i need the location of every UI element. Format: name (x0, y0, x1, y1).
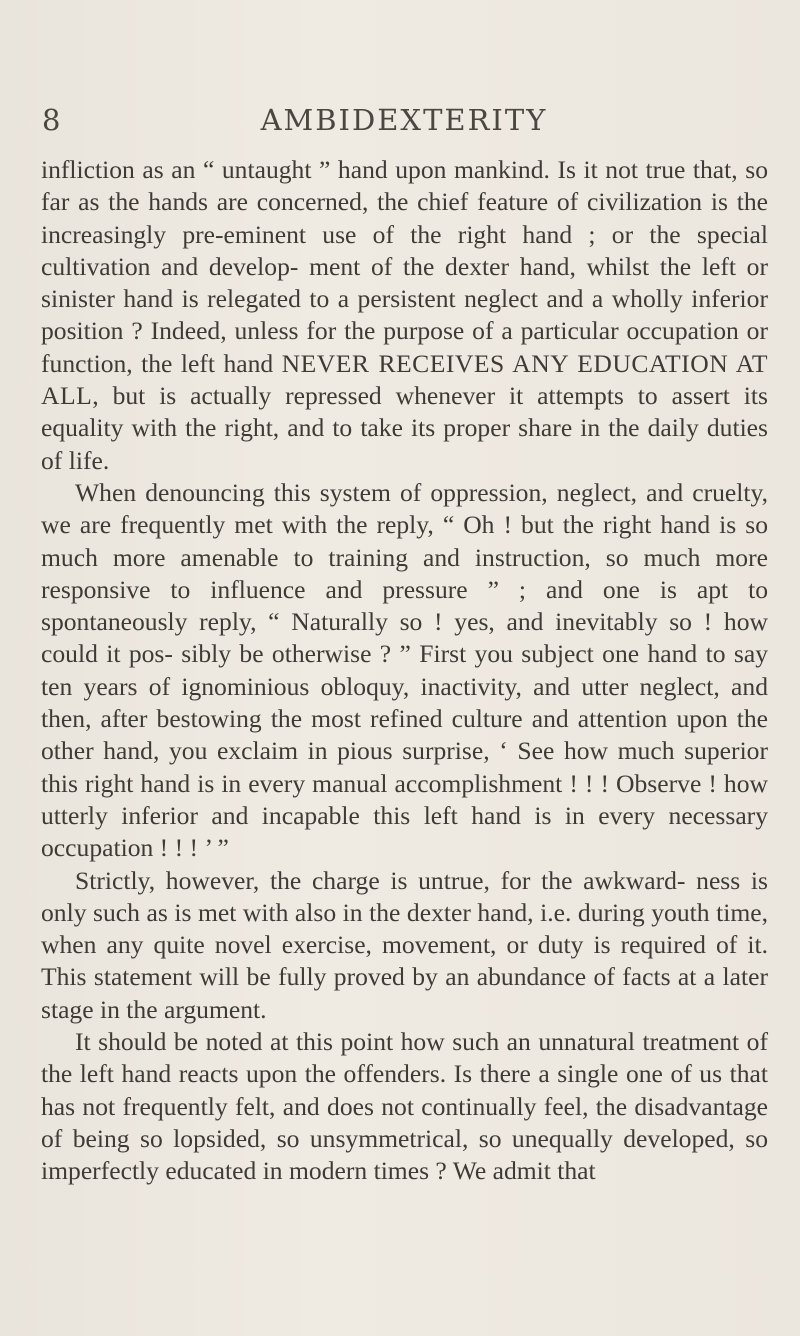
paragraph-text: infliction as an “ untaught ” hand upon mankind. Is it not true that, so far as the hands are concerned, the chief feature of civilization is the increasingly pre-eminent use of the right hand ; or the special cultivation and develop- ment of the dexter hand, whilst the left or sinister hand is relegated to a persistent neglect and a wholly inferior position ? Indeed, unless for the purpose of a particular occupation or function, the left hand (41, 155, 768, 378)
page-number: 8 (42, 103, 61, 137)
body-text (41, 154, 768, 1188)
paragraph: It should be noted at this point how such an unnatural treatment of the left hand reacts upon the offenders. Is there a single one of us that has not frequently felt, and does not continually feel, the disadvantage of being so lopsided, so unsymmetrical, so unequally developed, so imperfectly educated in modern times ? We admit that (41, 1027, 768, 1186)
paragraph: When denouncing this system of oppression, neglect, and cruelty, we are frequently met with the reply, “ Oh ! but the right hand is so much more amenable to training and instruction, so much more responsive to influence and pressure ” ; and one is apt to spontaneously reply, “ Naturally so ! yes, and inevitably so ! how could it pos- sibly be otherwise ? ” First you subject one hand to say ten years of ignominious obloquy, inactivity, and utter neglect, and then, after bestowing the most refined culture and attention upon the other hand, you exclaim in pious surprise, ‘ See how much superior this right hand is in every manual accomplishment ! ! ! Observe ! how utterly inferior and incapable this left hand is in every necessary occupation ! ! ! ’ ” (41, 477, 768, 863)
paragraph (41, 154, 768, 477)
paragraph-text: , but is actually repressed whenever it attempts to assert its equality with the right, and to take its proper share in the daily duties of life. (41, 381, 768, 475)
running-head: AMBIDEXTERITY (260, 103, 548, 137)
paragraph: Strictly, however, the charge is untrue, for the awkward- ness is only such as is met with also in the dexter hand, i.e. during youth time, when any quite novel exercise, movement, or duty is required of it. This statement will be fully proved by an abundance of facts at a later stage in the argument. (41, 865, 768, 1024)
page-header (42, 100, 758, 140)
emphasis-small-caps: NEVER RECEIVES ANY EDUCATION AT ALL (41, 348, 769, 411)
